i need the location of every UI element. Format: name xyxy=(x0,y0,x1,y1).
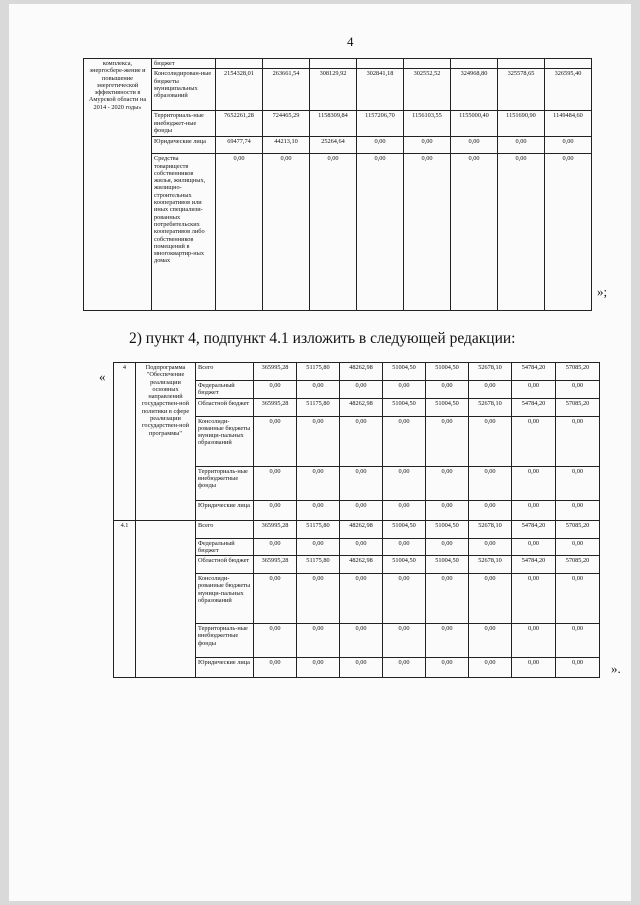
source-label: Областной бюджет xyxy=(196,398,254,416)
source-label: Областной бюджет xyxy=(196,556,254,574)
subprogram-name xyxy=(136,520,196,678)
table-row: Федеральный бюджет 0,00 0,00 0,00 0,00 0,00 0,00 0,00 0,00 xyxy=(114,381,600,399)
table-row: 4 Подпрограмма "Обеспечение реализации основных направлений государствен-ной политики в сфере реализации государствен-ной программы" Всего 365995,28 51175,80 48262,98 51004,50 51004,50 52678,10 54784,20 57085,20 xyxy=(114,363,600,381)
source-label: бюджет xyxy=(152,59,216,69)
page-number: 4 xyxy=(347,34,354,49)
item-number: 4 xyxy=(114,363,136,521)
source-label: Консолидирован-ные бюджеты муниципальных образований xyxy=(152,69,216,111)
source-label: Юридические лица xyxy=(152,137,216,154)
table-row: Средства товариществ собственников жилья, жилищных, жилищно-строительных кооперативов или иных специализи-рованных потребительских кооперативов либо собственников помещений в многоквартир-ных домах 0,00 0,00 0,00 0,00 0,00 0,00 0,00 0,00 xyxy=(84,154,592,311)
source-label: Всего xyxy=(196,520,254,538)
opening-quote-mark: « xyxy=(99,369,106,384)
source-label: Всего xyxy=(196,363,254,381)
table-row: Федеральный бюджет 0,00 0,00 0,00 0,00 0,00 0,00 0,00 0,00 xyxy=(114,538,600,556)
table-row: Областной бюджет 365995,28 51175,80 48262,98 51004,50 51004,50 52678,10 54784,20 57085,20 xyxy=(114,556,600,574)
source-label: Консолиди-рованные бюджеты муници-пальных образований xyxy=(196,416,254,466)
source-label: Федеральный бюджет xyxy=(196,381,254,399)
table-row: Юридические лица 69477,74 44213,10 25264,64 0,00 0,00 0,00 0,00 0,00 xyxy=(84,137,592,154)
table-row: Областной бюджет 365995,28 51175,80 48262,98 51004,50 51004,50 52678,10 54784,20 57085,20 xyxy=(114,398,600,416)
closing-quote-mark: »; xyxy=(597,284,608,299)
source-label: Юридические лица xyxy=(196,658,254,678)
table-row: Консолиди-рованные бюджеты муници-пальных образований 0,00 0,00 0,00 0,00 0,00 0,00 0,00 0,00 xyxy=(114,574,600,624)
subprogram-name: Подпрограмма "Обеспечение реализации основных направлений государствен-ной политики в сфере реализации государствен-ной программы" xyxy=(136,363,196,521)
item-number: 4.1 xyxy=(114,520,136,678)
table-row: 4.1 Всего 365995,28 51175,80 48262,98 51004,50 51004,50 52678,10 54784,20 57085,20 xyxy=(114,520,600,538)
table-row: Консолиди-рованные бюджеты муници-пальных образований 0,00 0,00 0,00 0,00 0,00 0,00 0,00 0,00 xyxy=(114,416,600,466)
source-label: Средства товариществ собственников жилья, жилищных, жилищно-строительных кооперативов или иных специализи-рованных потребительских кооперативов либо собственников помещений в многоквартир-ных домах xyxy=(152,154,216,311)
source-label: Территориаль-ные внебюджетные фонды xyxy=(196,624,254,658)
source-label: Юридические лица xyxy=(196,500,254,520)
table-row: Юридические лица 0,00 0,00 0,00 0,00 0,00 0,00 0,00 0,00 xyxy=(114,658,600,678)
source-label: Территориаль-ные внебюджет-ные фонды xyxy=(152,111,216,137)
table-row: Юридические лица 0,00 0,00 0,00 0,00 0,00 0,00 0,00 0,00 xyxy=(114,500,600,520)
table-row: Консолидирован-ные бюджеты муниципальных образований 2154328,01 263661,54 308129,92 302841,18 302552,52 324968,80 325578,65 326595,40 xyxy=(84,69,592,111)
closing-quote-mark: ». xyxy=(611,661,621,676)
source-label: Консолиди-рованные бюджеты муници-пальных образований xyxy=(196,574,254,624)
source-label: Федеральный бюджет xyxy=(196,538,254,556)
table-row: Территориаль-ные внебюджетные фонды 0,00 0,00 0,00 0,00 0,00 0,00 0,00 0,00 xyxy=(114,624,600,658)
program-name-cell: комплекса, энергосбере-жение и повышение энергетической эффективности в Амурской области на 2014 - 2020 годы» xyxy=(84,59,152,311)
budget-table-continued xyxy=(83,58,592,311)
source-label: Территориаль-ные внебюджетные фонды xyxy=(196,466,254,500)
budget-table-subprogram-4 xyxy=(113,362,600,678)
table-row: Территориаль-ные внебюджет-ные фонды 7652261,28 724465,29 1158309,84 1157206,70 1156103,55 1155000,40 1151690,90 1149484,60 xyxy=(84,111,592,137)
section-heading: 2) пункт 4, подпункт 4.1 изложить в следующей редакции: xyxy=(129,330,516,347)
table-row: Территориаль-ные внебюджетные фонды 0,00 0,00 0,00 0,00 0,00 0,00 0,00 0,00 xyxy=(114,466,600,500)
